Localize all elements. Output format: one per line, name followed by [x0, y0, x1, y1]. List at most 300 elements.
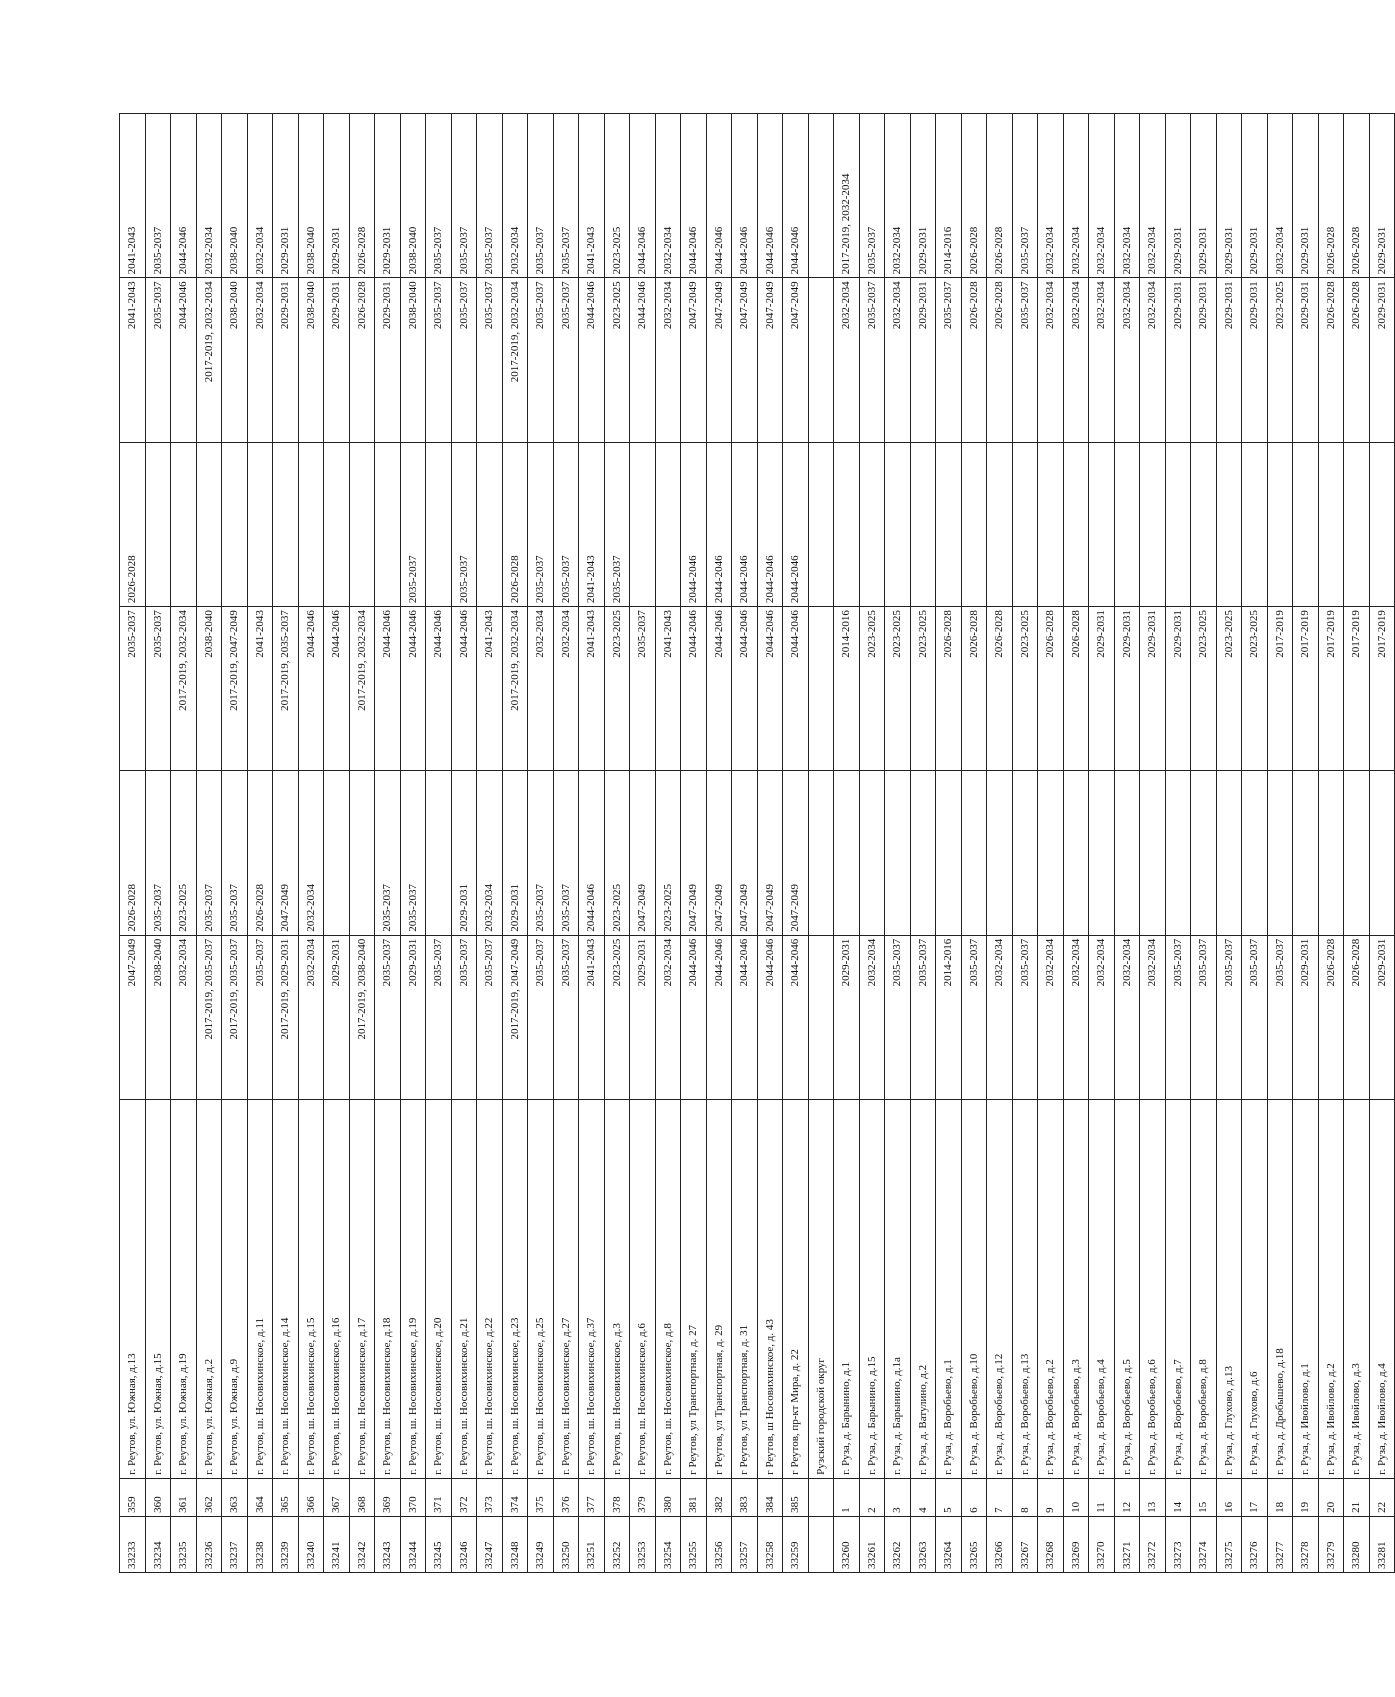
period-2-cell: [1318, 771, 1344, 935]
row-number-cell: 383: [732, 1478, 758, 1516]
period-5-cell: 2023-2025: [604, 278, 630, 442]
period-4-cell: [1012, 442, 1038, 606]
table-row: [1216, 114, 1242, 1573]
period-6-cell: 2029-2031: [1242, 114, 1268, 278]
address-cell: г. Реутов, ш. Носовихинское, д.19: [400, 1100, 426, 1479]
row-id-cell: 33268: [1038, 1516, 1064, 1572]
table-row: [1012, 114, 1038, 1573]
period-2-cell: 2023-2025: [171, 771, 197, 935]
period-1-cell: 2044-2046: [757, 935, 783, 1099]
period-6-cell: 2044-2046: [783, 114, 809, 278]
period-6-cell: 2035-2037: [528, 114, 554, 278]
address-cell: г. Реутов, ш. Носовихинское, д.37: [579, 1100, 605, 1479]
period-1-cell: 2026-2028: [1344, 935, 1370, 1099]
period-1-cell: 2035-2037: [885, 935, 911, 1099]
table-row: [1114, 114, 1140, 1573]
period-5-cell: 2047-2049: [783, 278, 809, 442]
period-6-cell: 2029-2031: [1191, 114, 1217, 278]
period-5-cell: 2029-2031: [273, 278, 299, 442]
period-4-cell: [1165, 442, 1191, 606]
row-number-cell: 13: [1140, 1478, 1166, 1516]
row-id-cell: 33257: [732, 1516, 758, 1572]
period-6-cell: 2044-2046: [757, 114, 783, 278]
period-2-cell: 2032-2034: [298, 771, 324, 935]
row-number-cell: [808, 1478, 834, 1516]
address-cell: г. Руза, д. Воробьево, д.6: [1140, 1100, 1166, 1479]
period-1-cell: 2032-2034: [171, 935, 197, 1099]
period-4-cell: [1267, 442, 1293, 606]
period-1-cell: 2017-2019, 2035-2037: [196, 935, 222, 1099]
row-number-cell: 368: [349, 1478, 375, 1516]
period-3-cell: 2017-2019, 2032-2034: [171, 607, 197, 771]
period-1-cell: 2035-2037: [451, 935, 477, 1099]
period-3-cell: 2044-2046: [451, 607, 477, 771]
period-4-cell: 2044-2046: [757, 442, 783, 606]
period-4-cell: [196, 442, 222, 606]
period-6-cell: 2035-2037: [145, 114, 171, 278]
period-5-cell: 2026-2028: [961, 278, 987, 442]
row-id-cell: 33256: [706, 1516, 732, 1572]
period-1-cell: 2035-2037: [961, 935, 987, 1099]
period-3-cell: 2035-2037: [120, 607, 146, 771]
address-cell: г. Реутов, ш. Носовихинское, д.15: [298, 1100, 324, 1479]
period-4-cell: [961, 442, 987, 606]
period-5-cell: 2032-2034: [1140, 278, 1166, 442]
row-id-cell: 33279: [1318, 1516, 1344, 1572]
table-row: [171, 114, 197, 1573]
period-6-cell: 2032-2034: [1114, 114, 1140, 278]
period-5-cell: 2038-2040: [222, 278, 248, 442]
period-3-cell: 2017-2019: [1267, 607, 1293, 771]
row-id-cell: 33247: [477, 1516, 503, 1572]
row-id-cell: 33269: [1063, 1516, 1089, 1572]
row-id-cell: 33276: [1242, 1516, 1268, 1572]
period-5-cell: [808, 278, 834, 442]
period-4-cell: [834, 442, 860, 606]
period-2-cell: [1191, 771, 1217, 935]
row-number-cell: 370: [400, 1478, 426, 1516]
row-number-cell: 366: [298, 1478, 324, 1516]
period-1-cell: 2035-2037: [247, 935, 273, 1099]
address-cell: г. Реутов, ш. Носовихинское, д.6: [630, 1100, 656, 1479]
address-cell: г. Руза, д. Воробьево, д.12: [987, 1100, 1013, 1479]
period-4-cell: 2035-2037: [604, 442, 630, 606]
period-6-cell: 2029-2031: [1369, 114, 1395, 278]
period-1-cell: 2029-2031: [1369, 935, 1395, 1099]
period-6-cell: 2038-2040: [400, 114, 426, 278]
address-cell: г. Реутов, ш. Носовихинское, д.11: [247, 1100, 273, 1479]
row-number-cell: 369: [375, 1478, 401, 1516]
period-2-cell: 2047-2049: [681, 771, 707, 935]
row-id-cell: 33277: [1267, 1516, 1293, 1572]
period-2-cell: [1369, 771, 1395, 935]
period-4-cell: 2041-2043: [579, 442, 605, 606]
period-5-cell: 2029-2031: [375, 278, 401, 442]
period-2-cell: 2035-2037: [222, 771, 248, 935]
row-number-cell: 4: [910, 1478, 936, 1516]
table-row: [579, 114, 605, 1573]
period-1-cell: 2035-2037: [477, 935, 503, 1099]
row-id-cell: 33253: [630, 1516, 656, 1572]
period-1-cell: 2032-2034: [1114, 935, 1140, 1099]
address-cell: г. Реутов, ш. Носовихинское, д.18: [375, 1100, 401, 1479]
period-4-cell: [1038, 442, 1064, 606]
address-cell: г. Реутов, ш. Носовихинское, д.27: [553, 1100, 579, 1479]
table-row: [553, 114, 579, 1573]
period-3-cell: 2017-2019, 2047-2049: [222, 607, 248, 771]
row-number-cell: 19: [1293, 1478, 1319, 1516]
period-5-cell: 2029-2031: [324, 278, 350, 442]
address-cell: г. Руза, д. Ивойлово, д.2: [1318, 1100, 1344, 1479]
period-2-cell: [1140, 771, 1166, 935]
period-4-cell: [349, 442, 375, 606]
period-3-cell: 2041-2043: [655, 607, 681, 771]
period-1-cell: 2044-2046: [681, 935, 707, 1099]
period-1-cell: 2032-2034: [1089, 935, 1115, 1099]
period-3-cell: 2035-2037: [630, 607, 656, 771]
table-row: [247, 114, 273, 1573]
address-cell: г. Руза, д. Воробьево, д.13: [1012, 1100, 1038, 1479]
table-row: [1063, 114, 1089, 1573]
period-4-cell: [655, 442, 681, 606]
period-3-cell: 2017-2019: [1344, 607, 1370, 771]
table-row: [349, 114, 375, 1573]
period-6-cell: 2032-2034: [1140, 114, 1166, 278]
period-6-cell: 2044-2046: [171, 114, 197, 278]
period-3-cell: 2026-2028: [1063, 607, 1089, 771]
period-5-cell: 2032-2034: [1114, 278, 1140, 442]
period-4-cell: 2044-2046: [783, 442, 809, 606]
address-cell: г. Реутов, ш. Носовихинское, д.20: [426, 1100, 452, 1479]
period-3-cell: 2044-2046: [426, 607, 452, 771]
table-row: [1089, 114, 1115, 1573]
row-number-cell: 16: [1216, 1478, 1242, 1516]
period-3-cell: 2023-2025: [910, 607, 936, 771]
period-1-cell: [808, 935, 834, 1099]
row-number-cell: 381: [681, 1478, 707, 1516]
address-cell: г. Реутов, ш. Носовихинское, д.14: [273, 1100, 299, 1479]
table-row: [757, 114, 783, 1573]
row-number-cell: 385: [783, 1478, 809, 1516]
period-1-cell: 2032-2034: [987, 935, 1013, 1099]
period-4-cell: [145, 442, 171, 606]
period-1-cell: 2032-2034: [1140, 935, 1166, 1099]
period-1-cell: 2014-2016: [936, 935, 962, 1099]
row-id-cell: 33263: [910, 1516, 936, 1572]
period-4-cell: [1089, 442, 1115, 606]
period-6-cell: 2044-2046: [706, 114, 732, 278]
address-cell: г. Руза, д. Воробьево, д.10: [961, 1100, 987, 1479]
period-5-cell: 2032-2034: [655, 278, 681, 442]
table-row: [477, 114, 503, 1573]
period-2-cell: 2044-2046: [579, 771, 605, 935]
period-5-cell: 2047-2049: [681, 278, 707, 442]
period-5-cell: 2035-2037: [477, 278, 503, 442]
table-row: [502, 114, 528, 1573]
period-1-cell: 2044-2046: [732, 935, 758, 1099]
period-4-cell: [477, 442, 503, 606]
period-3-cell: 2017-2019: [1293, 607, 1319, 771]
period-6-cell: 2044-2046: [732, 114, 758, 278]
row-id-cell: 33261: [859, 1516, 885, 1572]
table-row: [1369, 114, 1395, 1573]
period-3-cell: 2044-2046: [706, 607, 732, 771]
period-6-cell: 2035-2037: [1012, 114, 1038, 278]
period-3-cell: 2044-2046: [681, 607, 707, 771]
period-4-cell: [426, 442, 452, 606]
period-3-cell: 2017-2019: [1318, 607, 1344, 771]
period-3-cell: 2029-2031: [1165, 607, 1191, 771]
period-6-cell: 2023-2025: [604, 114, 630, 278]
period-5-cell: 2032-2034: [247, 278, 273, 442]
period-2-cell: [324, 771, 350, 935]
period-6-cell: 2032-2034: [1063, 114, 1089, 278]
period-3-cell: 2044-2046: [732, 607, 758, 771]
address-cell: г. Руза, д. Воробьево, д.5: [1114, 1100, 1140, 1479]
period-2-cell: 2026-2028: [247, 771, 273, 935]
period-2-cell: [885, 771, 911, 935]
period-2-cell: [1293, 771, 1319, 935]
period-5-cell: 2035-2037: [426, 278, 452, 442]
period-3-cell: 2026-2028: [1038, 607, 1064, 771]
address-cell: Рузский городской округ: [808, 1100, 834, 1479]
period-3-cell: 2041-2043: [579, 607, 605, 771]
period-2-cell: [426, 771, 452, 935]
table-row: [604, 114, 630, 1573]
period-1-cell: 2017-2019, 2038-2040: [349, 935, 375, 1099]
table-row: [196, 114, 222, 1573]
period-3-cell: 2023-2025: [859, 607, 885, 771]
row-id-cell: 33248: [502, 1516, 528, 1572]
row-id-cell: 33270: [1089, 1516, 1115, 1572]
row-number-cell: 3: [885, 1478, 911, 1516]
period-4-cell: [247, 442, 273, 606]
period-6-cell: 2032-2034: [196, 114, 222, 278]
period-2-cell: [1038, 771, 1064, 935]
period-6-cell: 2032-2034: [655, 114, 681, 278]
period-5-cell: 2044-2046: [579, 278, 605, 442]
period-2-cell: [1216, 771, 1242, 935]
period-5-cell: 2026-2028: [1344, 278, 1370, 442]
row-id-cell: 33266: [987, 1516, 1013, 1572]
address-cell: г. Руза, д. Барынино, д.15: [859, 1100, 885, 1479]
period-3-cell: 2023-2025: [1216, 607, 1242, 771]
period-2-cell: [1089, 771, 1115, 935]
row-id-cell: 33267: [1012, 1516, 1038, 1572]
row-number-cell: 7: [987, 1478, 1013, 1516]
table-row: [1191, 114, 1217, 1573]
row-id-cell: 33273: [1165, 1516, 1191, 1572]
table-row: [987, 114, 1013, 1573]
period-4-cell: 2035-2037: [553, 442, 579, 606]
address-cell: г. Реутов, ул. Южная, д.9: [222, 1100, 248, 1479]
period-4-cell: 2044-2046: [732, 442, 758, 606]
period-6-cell: 2035-2037: [859, 114, 885, 278]
table-row: [834, 114, 860, 1573]
period-1-cell: 2029-2031: [1293, 935, 1319, 1099]
row-id-cell: 33244: [400, 1516, 426, 1572]
period-5-cell: 2029-2031: [1293, 278, 1319, 442]
period-5-cell: 2044-2046: [630, 278, 656, 442]
period-4-cell: [1344, 442, 1370, 606]
period-3-cell: 2014-2016: [834, 607, 860, 771]
period-3-cell: 2044-2046: [757, 607, 783, 771]
period-3-cell: 2044-2046: [400, 607, 426, 771]
period-2-cell: [808, 771, 834, 935]
row-number-cell: 382: [706, 1478, 732, 1516]
period-3-cell: 2017-2019, 2032-2034: [349, 607, 375, 771]
row-number-cell: 371: [426, 1478, 452, 1516]
period-3-cell: 2041-2043: [247, 607, 273, 771]
row-number-cell: 17: [1242, 1478, 1268, 1516]
row-number-cell: 378: [604, 1478, 630, 1516]
table-row: [910, 114, 936, 1573]
period-1-cell: 2023-2025: [604, 935, 630, 1099]
row-number-cell: 10: [1063, 1478, 1089, 1516]
table-row: [783, 114, 809, 1573]
row-id-cell: 33233: [120, 1516, 146, 1572]
period-5-cell: 2035-2037: [553, 278, 579, 442]
period-2-cell: [1242, 771, 1268, 935]
row-number-cell: 12: [1114, 1478, 1140, 1516]
address-cell: г. Руза, д. Глухово, д.13: [1216, 1100, 1242, 1479]
period-1-cell: 2035-2037: [528, 935, 554, 1099]
address-cell: г. Руза, д. Воробьево, д.8: [1191, 1100, 1217, 1479]
period-2-cell: 2035-2037: [528, 771, 554, 935]
period-6-cell: 2029-2031: [910, 114, 936, 278]
period-4-cell: [630, 442, 656, 606]
period-2-cell: [349, 771, 375, 935]
address-cell: г. Реутов, ш. Носовихинское, д.8: [655, 1100, 681, 1479]
period-4-cell: [1293, 442, 1319, 606]
period-2-cell: [1267, 771, 1293, 935]
period-5-cell: 2029-2031: [1216, 278, 1242, 442]
period-2-cell: [936, 771, 962, 935]
row-number-cell: 364: [247, 1478, 273, 1516]
table-row: [273, 114, 299, 1573]
row-number-cell: 361: [171, 1478, 197, 1516]
address-cell: г. Реутов, ш. Носовихинское, д.17: [349, 1100, 375, 1479]
address-cell: г. Реутов, ш. Носовихинское, д.16: [324, 1100, 350, 1479]
period-3-cell: 2026-2028: [961, 607, 987, 771]
period-2-cell: [859, 771, 885, 935]
period-6-cell: 2035-2037: [451, 114, 477, 278]
row-id-cell: 33262: [885, 1516, 911, 1572]
row-number-cell: 377: [579, 1478, 605, 1516]
row-number-cell: 14: [1165, 1478, 1191, 1516]
period-2-cell: 2029-2031: [451, 771, 477, 935]
table-row: [1267, 114, 1293, 1573]
period-5-cell: 2026-2028: [349, 278, 375, 442]
period-3-cell: 2035-2037: [145, 607, 171, 771]
address-cell: г. Реутов, ул. Южная, д.15: [145, 1100, 171, 1479]
period-2-cell: 2047-2049: [783, 771, 809, 935]
period-2-cell: [987, 771, 1013, 935]
period-4-cell: 2026-2028: [120, 442, 146, 606]
period-1-cell: 2032-2034: [298, 935, 324, 1099]
period-6-cell: 2026-2028: [349, 114, 375, 278]
period-6-cell: 2032-2034: [1089, 114, 1115, 278]
period-3-cell: 2023-2025: [885, 607, 911, 771]
row-number-cell: 365: [273, 1478, 299, 1516]
table-row: [655, 114, 681, 1573]
row-number-cell: 8: [1012, 1478, 1038, 1516]
period-6-cell: 2038-2040: [298, 114, 324, 278]
table-row: [681, 114, 707, 1573]
period-3-cell: [808, 607, 834, 771]
period-5-cell: 2038-2040: [298, 278, 324, 442]
period-3-cell: 2026-2028: [987, 607, 1013, 771]
period-5-cell: 2047-2049: [732, 278, 758, 442]
period-1-cell: 2032-2034: [1063, 935, 1089, 1099]
period-1-cell: 2035-2037: [375, 935, 401, 1099]
row-number-cell: 375: [528, 1478, 554, 1516]
row-number-cell: 384: [757, 1478, 783, 1516]
period-3-cell: 2017-2019, 2035-2037: [273, 607, 299, 771]
period-1-cell: 2035-2037: [1012, 935, 1038, 1099]
address-cell: г Реутов, ш Носовихинское, д. 43: [757, 1100, 783, 1479]
row-number-cell: 18: [1267, 1478, 1293, 1516]
period-6-cell: 2041-2043: [120, 114, 146, 278]
row-id-cell: 33275: [1216, 1516, 1242, 1572]
row-number-cell: 360: [145, 1478, 171, 1516]
period-6-cell: 2032-2034: [247, 114, 273, 278]
period-6-cell: 2026-2028: [1344, 114, 1370, 278]
address-cell: г. Реутов, ш. Носовихинское, д.22: [477, 1100, 503, 1479]
period-6-cell: 2029-2031: [324, 114, 350, 278]
address-cell: г. Руза, д. Ивойлово, д.3: [1344, 1100, 1370, 1479]
period-1-cell: 2017-2019, 2029-2031: [273, 935, 299, 1099]
period-3-cell: 2026-2028: [936, 607, 962, 771]
table-row: [1242, 114, 1268, 1573]
period-5-cell: 2035-2037: [145, 278, 171, 442]
row-number-cell: 5: [936, 1478, 962, 1516]
row-number-cell: 22: [1369, 1478, 1395, 1516]
period-5-cell: 2038-2040: [400, 278, 426, 442]
address-cell: г Реутов, пр-кт Мира, д. 22: [783, 1100, 809, 1479]
address-cell: г. Руза, д. Воробьево, д.2: [1038, 1100, 1064, 1479]
period-1-cell: 2035-2037: [1216, 935, 1242, 1099]
period-4-cell: 2044-2046: [681, 442, 707, 606]
period-3-cell: 2029-2031: [1089, 607, 1115, 771]
address-cell: г. Руза, д. Воробьево, д.3: [1063, 1100, 1089, 1479]
period-3-cell: 2041-2043: [477, 607, 503, 771]
period-1-cell: 2035-2037: [1267, 935, 1293, 1099]
period-2-cell: 2035-2037: [196, 771, 222, 935]
row-id-cell: 33242: [349, 1516, 375, 1572]
row-number-cell: 15: [1191, 1478, 1217, 1516]
row-id-cell: 33236: [196, 1516, 222, 1572]
period-6-cell: 2014-2016: [936, 114, 962, 278]
period-5-cell: 2032-2034: [1063, 278, 1089, 442]
table-row: [808, 114, 834, 1573]
period-6-cell: 2029-2031: [1293, 114, 1319, 278]
period-2-cell: [1114, 771, 1140, 935]
period-4-cell: [885, 442, 911, 606]
row-number-cell: 367: [324, 1478, 350, 1516]
period-6-cell: 2038-2040: [222, 114, 248, 278]
period-2-cell: 2035-2037: [553, 771, 579, 935]
period-5-cell: 2023-2025: [1267, 278, 1293, 442]
period-3-cell: 2023-2025: [604, 607, 630, 771]
period-1-cell: 2017-2019, 2047-2049: [502, 935, 528, 1099]
period-5-cell: 2032-2034: [1038, 278, 1064, 442]
period-1-cell: 2044-2046: [783, 935, 809, 1099]
period-6-cell: 2044-2046: [681, 114, 707, 278]
row-number-cell: 11: [1089, 1478, 1115, 1516]
period-3-cell: 2044-2046: [375, 607, 401, 771]
address-cell: г. Руза, д. Барынино, д.1: [834, 1100, 860, 1479]
